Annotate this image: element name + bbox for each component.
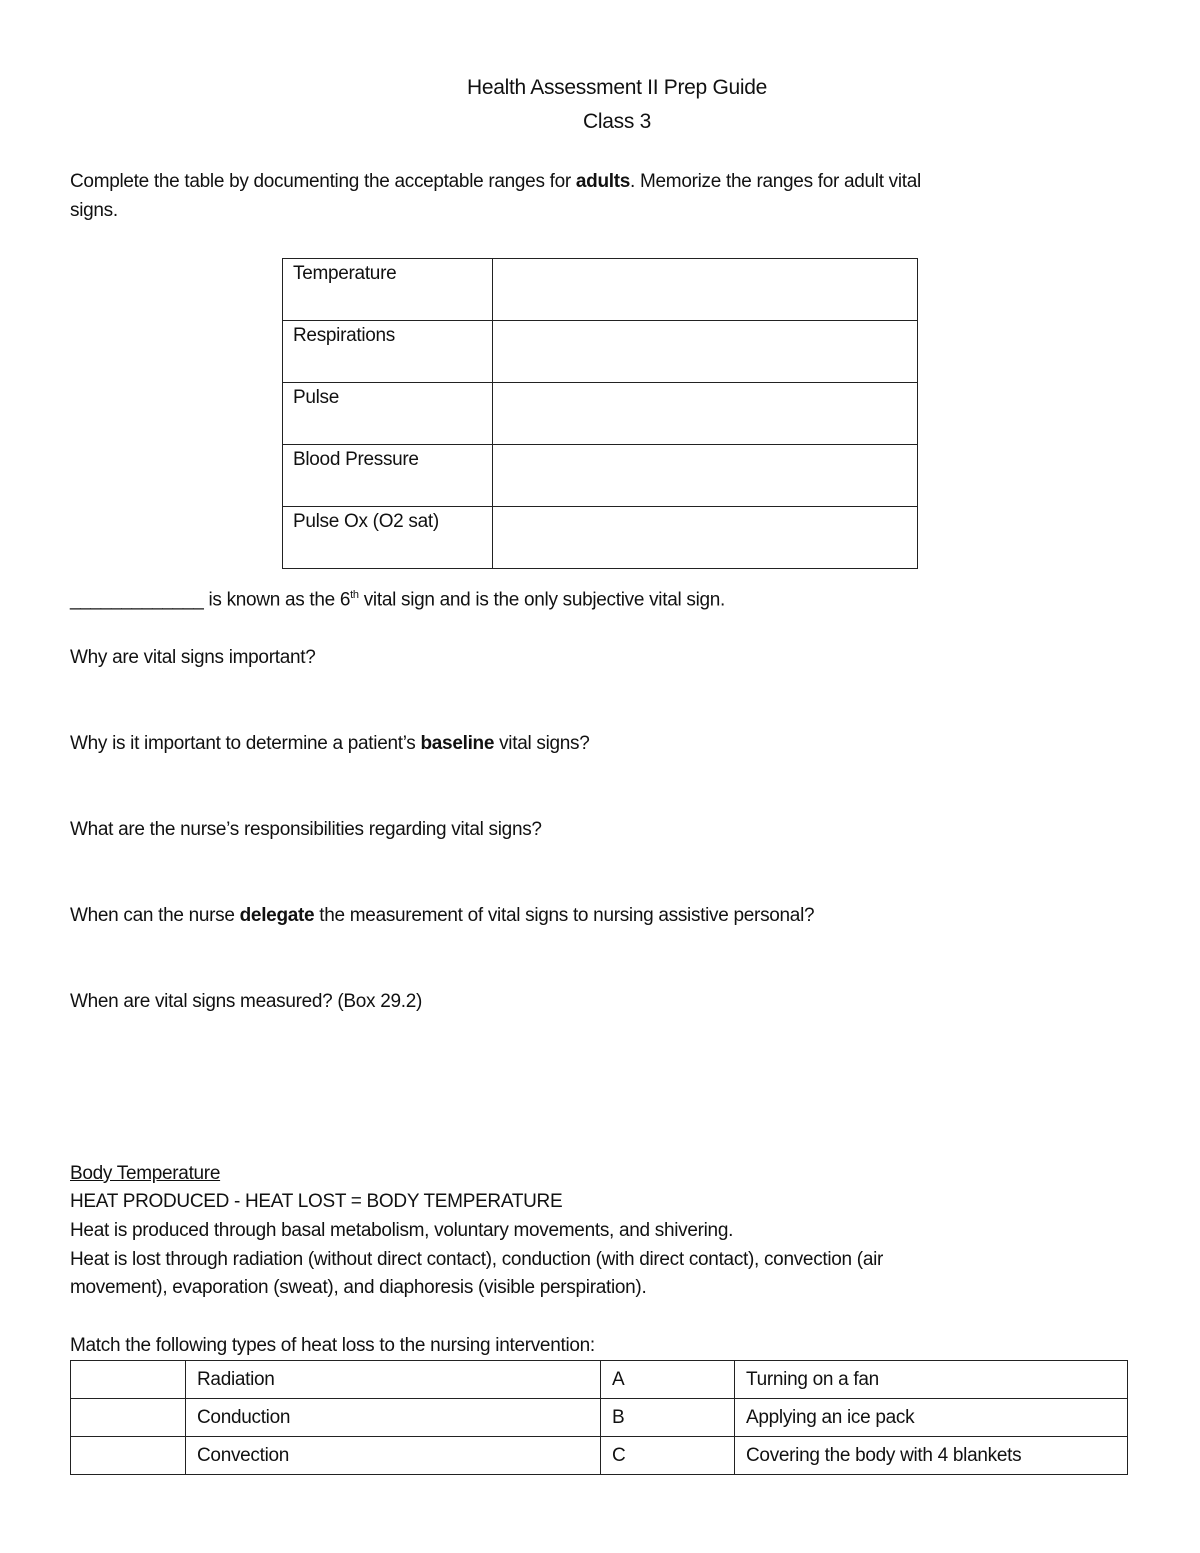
- section-heading: Body Temperature: [70, 1163, 221, 1184]
- table-row: [283, 445, 918, 507]
- answer-cell[interactable]: [493, 321, 918, 383]
- row-label: Pulse Ox (O2 sat): [283, 507, 493, 569]
- row-label: Blood Pressure: [283, 445, 493, 507]
- document-title: Health Assessment II Prep Guide: [466, 76, 768, 99]
- match-prompt: Match the following types of heat loss to the nursing intervention:: [70, 1335, 595, 1356]
- option-letter: A: [601, 1361, 735, 1399]
- heat-lost-text: Heat is lost through radiation (without direct contact), conduction (with direct contact), convection (air: [70, 1249, 884, 1270]
- table-row: [283, 321, 918, 383]
- table-row: [71, 1361, 1128, 1399]
- matching-table: [70, 1360, 1128, 1475]
- answer-cell[interactable]: [71, 1437, 186, 1475]
- sixth-vital-sign-question: _____________ is known as the 6th vital sign and is the only subjective vital sign.: [70, 589, 726, 611]
- row-label: Temperature: [283, 259, 493, 321]
- intro-text: Complete the table by documenting the acceptable ranges for adults. Memorize the ranges for adult vital: [70, 171, 921, 192]
- answer-cell[interactable]: [71, 1399, 186, 1437]
- row-label: Respirations: [283, 321, 493, 383]
- question-4: When can the nurse delegate the measurement of vital signs to nursing assistive personal?: [70, 905, 815, 926]
- question-5: When are vital signs measured? (Box 29.2): [70, 991, 423, 1012]
- intervention: Covering the body with 4 blankets: [735, 1437, 1128, 1475]
- row-label: Pulse: [283, 383, 493, 445]
- heat-lost-text-line2: movement), evaporation (sweat), and diaphoresis (visible perspiration).: [70, 1277, 647, 1298]
- answer-cell[interactable]: [493, 507, 918, 569]
- intervention: Applying an ice pack: [735, 1399, 1128, 1437]
- heat-loss-type: Conduction: [186, 1399, 601, 1437]
- option-letter: B: [601, 1399, 735, 1437]
- answer-cell[interactable]: [493, 259, 918, 321]
- intro-text-line2: signs.: [70, 200, 118, 221]
- heat-produced-text: Heat is produced through basal metabolism, voluntary movements, and shivering.: [70, 1220, 734, 1241]
- vital-signs-table: [282, 258, 918, 569]
- table-row: [283, 507, 918, 569]
- answer-cell[interactable]: [493, 383, 918, 445]
- table-row: [71, 1399, 1128, 1437]
- question-2: Why is it important to determine a patient’s baseline vital signs?: [70, 733, 590, 754]
- document-subtitle: Class 3: [583, 110, 651, 133]
- answer-cell[interactable]: [493, 445, 918, 507]
- heat-loss-type: Convection: [186, 1437, 601, 1475]
- option-letter: C: [601, 1437, 735, 1475]
- intervention: Turning on a fan: [735, 1361, 1128, 1399]
- formula-text: HEAT PRODUCED - HEAT LOST = BODY TEMPERATURE: [70, 1191, 563, 1212]
- question-3: What are the nurse’s responsibilities regarding vital signs?: [70, 819, 542, 840]
- heat-loss-type: Radiation: [186, 1361, 601, 1399]
- question-1: Why are vital signs important?: [70, 647, 316, 668]
- answer-cell[interactable]: [71, 1361, 186, 1399]
- table-row: [283, 259, 918, 321]
- table-row: [283, 383, 918, 445]
- table-row: [71, 1437, 1128, 1475]
